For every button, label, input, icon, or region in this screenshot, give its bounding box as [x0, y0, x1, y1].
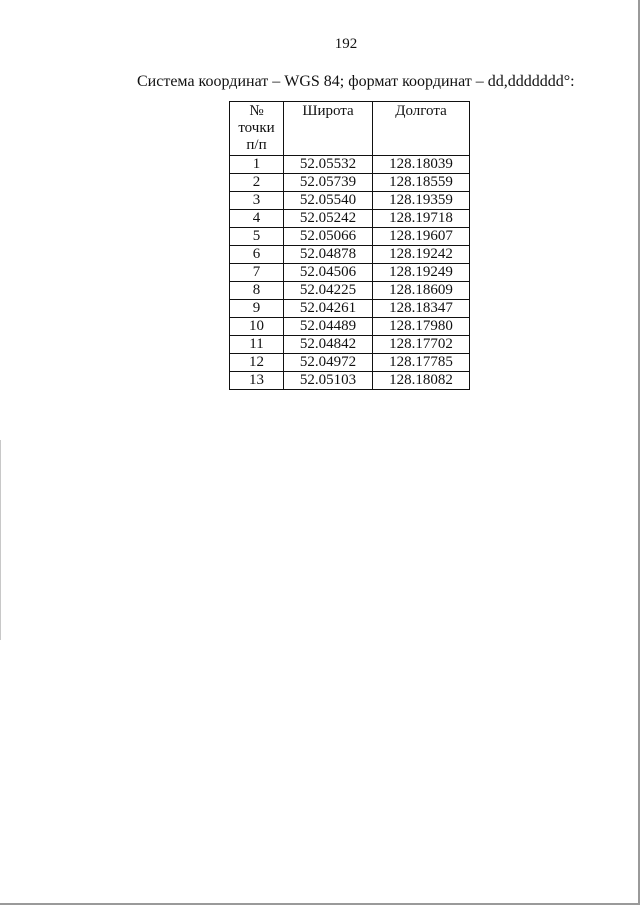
cell-longitude: 128.19359	[373, 192, 470, 210]
table-row	[230, 228, 470, 246]
table-row	[230, 156, 470, 174]
coordinates-table	[229, 101, 470, 390]
cell-point-number: 11	[230, 336, 284, 354]
cell-latitude: 52.05103	[284, 372, 373, 390]
cell-longitude: 128.19718	[373, 210, 470, 228]
cell-longitude: 128.18039	[373, 156, 470, 174]
cell-longitude: 128.18347	[373, 300, 470, 318]
cell-latitude: 52.04225	[284, 282, 373, 300]
table-row	[230, 210, 470, 228]
cell-longitude: 128.17785	[373, 354, 470, 372]
table-row	[230, 264, 470, 282]
cell-longitude: 128.17980	[373, 318, 470, 336]
cell-latitude: 52.04972	[284, 354, 373, 372]
cell-longitude: 128.18559	[373, 174, 470, 192]
table-row	[230, 354, 470, 372]
table-row	[230, 192, 470, 210]
table-row	[230, 372, 470, 390]
cell-point-number: 7	[230, 264, 284, 282]
table-row	[230, 300, 470, 318]
scan-edge-left	[0, 440, 1, 640]
cell-point-number: 1	[230, 156, 284, 174]
cell-latitude: 52.05540	[284, 192, 373, 210]
cell-latitude: 52.04506	[284, 264, 373, 282]
table-row	[230, 246, 470, 264]
cell-latitude: 52.04842	[284, 336, 373, 354]
cell-point-number: 5	[230, 228, 284, 246]
cell-latitude: 52.05739	[284, 174, 373, 192]
cell-latitude: 52.05532	[284, 156, 373, 174]
cell-latitude: 52.04878	[284, 246, 373, 264]
cell-longitude: 128.19607	[373, 228, 470, 246]
header-latitude: Широта	[284, 102, 373, 156]
table-row	[230, 336, 470, 354]
table-row	[230, 318, 470, 336]
cell-point-number: 6	[230, 246, 284, 264]
cell-point-number: 3	[230, 192, 284, 210]
table-header-row	[230, 102, 470, 156]
cell-longitude: 128.17702	[373, 336, 470, 354]
cell-point-number: 9	[230, 300, 284, 318]
cell-latitude: 52.04489	[284, 318, 373, 336]
cell-longitude: 128.19249	[373, 264, 470, 282]
header-longitude: Долгота	[373, 102, 470, 156]
cell-latitude: 52.05066	[284, 228, 373, 246]
cell-point-number: 4	[230, 210, 284, 228]
cell-point-number: 2	[230, 174, 284, 192]
page-number: 192	[334, 36, 358, 52]
cell-longitude: 128.19242	[373, 246, 470, 264]
cell-longitude: 128.18609	[373, 282, 470, 300]
cell-point-number: 8	[230, 282, 284, 300]
table-row	[230, 174, 470, 192]
header-point-number: № точки п/п	[230, 102, 284, 156]
cell-latitude: 52.05242	[284, 210, 373, 228]
coordinate-system-caption: Система координат – WGS 84; формат координат – dd,ddddddd°:	[137, 73, 575, 90]
cell-point-number: 10	[230, 318, 284, 336]
cell-point-number: 12	[230, 354, 284, 372]
cell-longitude: 128.18082	[373, 372, 470, 390]
cell-latitude: 52.04261	[284, 300, 373, 318]
cell-point-number: 13	[230, 372, 284, 390]
table-row	[230, 282, 470, 300]
